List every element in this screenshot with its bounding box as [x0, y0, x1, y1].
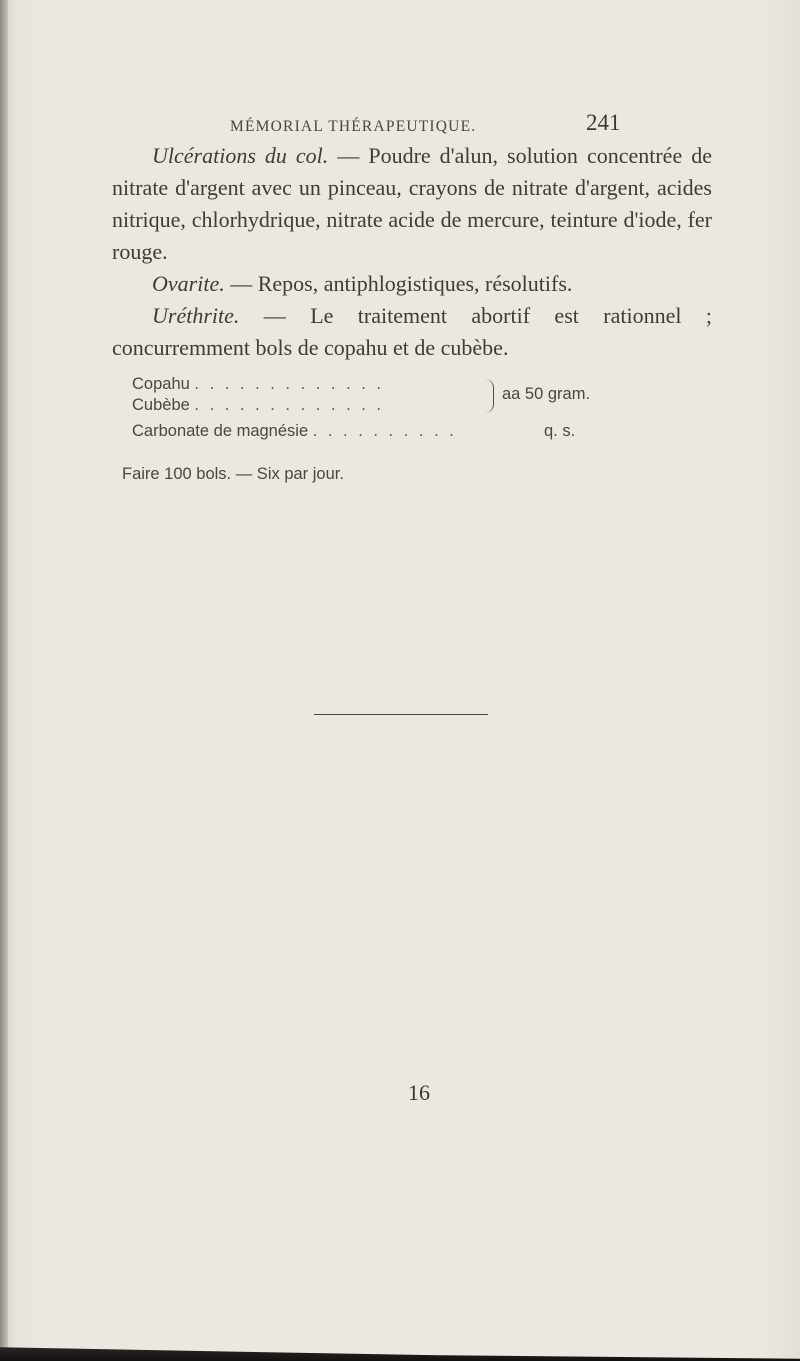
ingredient-name: Copahu	[132, 375, 190, 393]
ingredient-name: Cubèbe	[132, 396, 190, 414]
signature-mark: 16	[408, 1080, 430, 1105]
paragraph-heading: Uréthrite.	[152, 303, 240, 328]
page-bottom-edge	[0, 1338, 800, 1361]
quantity-label: q. s.	[544, 422, 576, 440]
leader-dots: . . . . . . . . . .	[312, 422, 457, 440]
paragraph-urethrite	[112, 300, 712, 364]
paragraph-ulcerations	[112, 140, 712, 268]
paragraph-heading: Ovarite.	[152, 271, 225, 296]
running-title: MÉMORIAL THÉRAPEUTIQUE.	[230, 118, 477, 135]
dosage-instruction: Faire 100 bols. — Six par jour.	[122, 465, 344, 483]
formula-line	[132, 375, 384, 394]
paragraph-text: — Repos, antiphlogistiques, résolutifs.	[224, 271, 573, 296]
page-header	[0, 110, 800, 140]
grouping-brace	[485, 379, 494, 413]
ingredient-name: Carbonate de magnésie	[132, 422, 309, 440]
leader-dots: . . . . . . . . . . . . .	[194, 375, 385, 393]
paragraph-ovarite	[112, 268, 712, 300]
formula-line	[132, 396, 384, 415]
dose-label: aa 50 gram.	[502, 385, 591, 403]
page-number: 241	[586, 110, 621, 135]
body-text	[112, 140, 712, 364]
leader-dots: . . . . . . . . . . . . .	[194, 396, 385, 414]
formula-line	[132, 422, 457, 441]
binding-edge	[0, 0, 8, 1361]
section-rule	[314, 714, 488, 715]
paragraph-heading: Ulcérations du col.	[152, 143, 329, 168]
paragraph-text: — Poudre d'alun, solution concentrée de nitrate d'argent avec un pinceau, crayons de nitrate d'argent, acides nitrique, chlorhydrique, nitrate acide de mercure, teinture d'iode, fer rouge.	[112, 143, 712, 264]
paragraph-text: — Le traitement abortif est rationnel ; concurremment bols de copahu et de cubèbe.	[112, 303, 712, 360]
